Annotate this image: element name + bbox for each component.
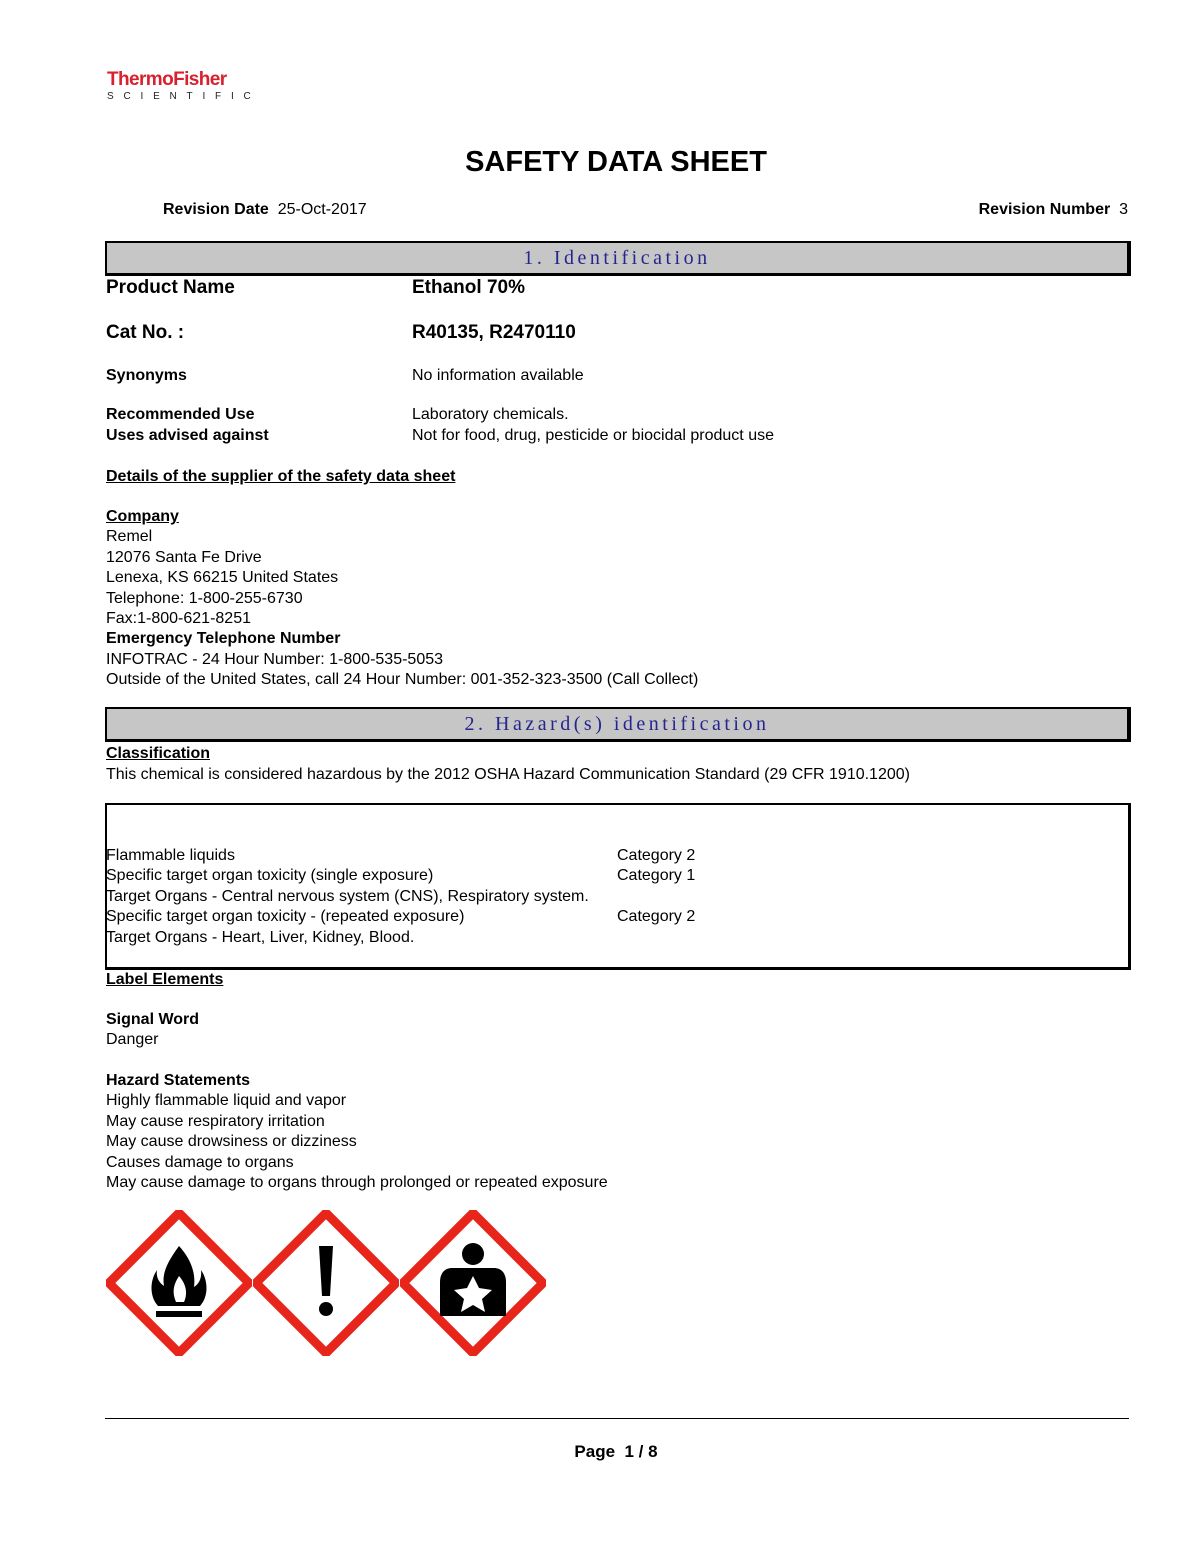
company-line: 12076 Santa Fe Drive [106,548,262,566]
company-line: Lenexa, KS 66215 United States [106,569,339,587]
revision-date-label: Revision Date [163,201,269,218]
revision-number [979,201,1128,219]
hazard-category: Category 1 [617,867,696,885]
hazard-statement: May cause damage to organs through prolonged or repeated exposure [106,1174,608,1192]
hazard-category: Category 2 [617,908,696,926]
hazard-name: Specific target organ toxicity - (repeated exposure) [106,908,465,926]
hazard-name: Target Organs - Central nervous system (CNS), Respiratory system. [106,887,589,905]
cat-no-value: R40135, R2470110 [412,322,576,343]
signal-word-value: Danger [106,1031,159,1049]
cat-no-label: Cat No. : [106,322,185,343]
recommended-use-label: Recommended Use [106,406,255,423]
company-line: Telephone: 1-800-255-6730 [106,589,303,607]
recommended-use-value: Laboratory chemicals. [412,406,569,423]
hazard-statement: May cause drowsiness or dizziness [106,1133,357,1151]
hazard-category: Category 2 [617,847,696,864]
document-title: SAFETY DATA SHEET [465,146,767,178]
uses-advised-against-value: Not for food, drug, pesticide or biocidal product use [412,427,774,444]
section1-heading: 1. Identification [105,241,1131,276]
revision-number-label: Revision Number [978,201,1111,218]
hazard-name: Target Organs - Heart, Liver, Kidney, Blood. [106,928,415,946]
hazard-statement: Highly flammable liquid and vapor [106,1092,347,1110]
hazard-statement: May cause respiratory irritation [106,1112,325,1130]
exclamation-mark-icon [253,1210,399,1356]
hazard-categories [617,846,695,928]
page-number [0,1442,1200,1462]
supplier-heading: Details of the supplier of the safety data sheet [106,468,456,485]
page-label: Page [574,1442,616,1461]
hazard-name: Specific target organ toxicity (single exposure) [106,867,434,885]
hazard-statements-block [106,1071,608,1193]
signal-word-block [106,1010,199,1051]
emergency-heading: Emergency Telephone Number [106,630,341,648]
product-name-value: Ethanol 70% [412,277,525,298]
logo-sub: SCIENTIFIC [107,91,261,102]
hazard-names [106,846,589,948]
hazard-name: Flammable liquids [106,847,235,864]
section2-heading: 2. Hazard(s) identification [105,707,1131,742]
emergency-line: Outside of the United States, call 24 Hour Number: 001-352-323-3500 (Call Collect) [106,671,699,689]
revision-number-value: 3 [1119,201,1128,218]
signal-word-label: Signal Word [106,1011,200,1028]
company-line: Fax:1-800-621-8251 [106,610,251,628]
classification-heading: Classification [106,745,211,762]
company-line: Remel [106,528,153,546]
revision-date-value: 25-Oct-2017 [277,201,367,218]
hazard-statement: Causes damage to organs [106,1153,294,1171]
flame-icon [106,1210,252,1356]
label-elements-heading: Label Elements [106,971,224,988]
product-name-label: Product Name [106,277,235,298]
hazard-statements-label: Hazard Statements [106,1072,251,1089]
logo-brand: ThermoFisher [107,69,227,90]
synonyms-label: Synonyms [106,367,187,384]
thermofisher-logo [107,70,261,103]
uses-advised-against-label: Uses advised against [106,427,269,444]
page-value: 1 / 8 [624,1442,658,1461]
emergency-line: INFOTRAC - 24 Hour Number: 1-800-535-5053 [106,650,444,668]
revision-date [163,201,367,219]
footer-divider [105,1418,1129,1419]
hazard-category [617,887,695,907]
company-block [106,507,698,691]
classification-text: This chemical is considered hazardous by the 2012 OSHA Hazard Communication Standard (29 CFR 1910.1200) [106,766,910,783]
synonyms-value: No information available [412,367,584,384]
company-heading: Company [106,508,179,525]
health-hazard-icon [400,1210,546,1356]
